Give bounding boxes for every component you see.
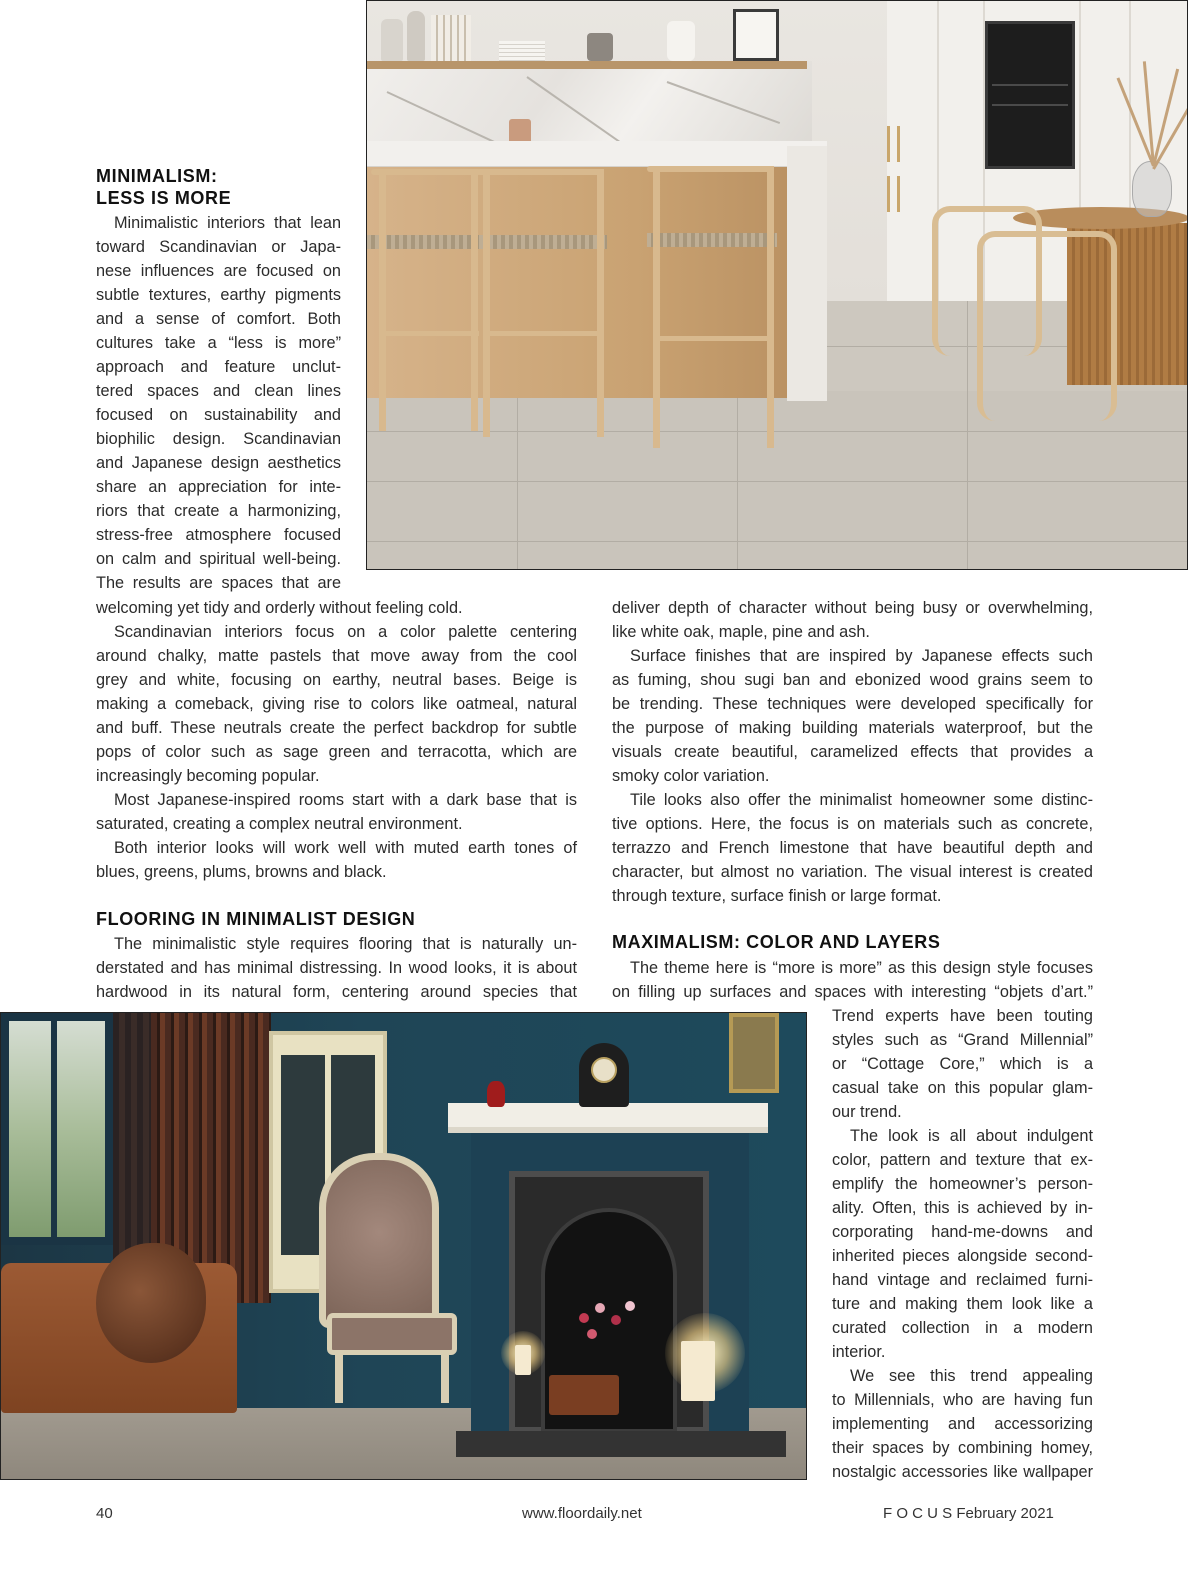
- text-line: their spaces by combining homey,: [832, 1439, 1093, 1457]
- text-line: deliver depth of character without being busy or overwhelming,: [612, 599, 1093, 617]
- armchair-leg: [441, 1353, 449, 1403]
- text-line: approach and feature unclut-: [96, 358, 341, 376]
- stool-rung: [653, 336, 771, 341]
- text-line: Surface finishes that are inspired by Japanese effects such: [630, 647, 1093, 665]
- stool-leg: [379, 169, 386, 431]
- text-line: blues, greens, plums, browns and black.: [96, 863, 387, 881]
- footer-website: www.floordaily.net: [522, 1505, 642, 1522]
- text-line: the purpose of making building materials waterproof, but the: [612, 719, 1093, 737]
- text-line: like white oak, maple, pine and ash.: [612, 623, 870, 641]
- stool-rung: [483, 331, 603, 336]
- text-line: tered spaces and clean lines: [96, 382, 341, 400]
- stool-leg: [597, 169, 604, 437]
- text-line: on calm and spiritual well-being.: [96, 550, 341, 568]
- text-line: corporating hand-me-downs and: [832, 1223, 1093, 1241]
- text-line: visuals create beautiful, caramelized effects that provides a: [612, 743, 1093, 761]
- text-line: stress-free atmosphere focused: [96, 526, 341, 544]
- text-line: casual take on this popular glam-: [832, 1079, 1093, 1097]
- wall-oven: [985, 21, 1075, 169]
- kitchen-photo: [366, 0, 1188, 570]
- cabinet-handle: [897, 176, 900, 212]
- vintage-suitcase: [549, 1375, 619, 1415]
- vase: [381, 19, 403, 61]
- text-line: color, pattern and texture that ex-: [832, 1151, 1093, 1169]
- text-line: The theme here is “more is more” as this design style focuses: [630, 959, 1093, 977]
- text-line: interior.: [832, 1343, 886, 1361]
- tulip: [587, 1329, 597, 1339]
- text-line: through texture, surface finish or large format.: [612, 887, 942, 905]
- tile-line: [367, 481, 1188, 482]
- stool-rung: [379, 331, 479, 336]
- text-line: Tile looks also offer the minimalist homeowner some distinc-: [630, 791, 1093, 809]
- text-line: grey and white, focusing on earthy, neutral bases. Beige is: [96, 671, 577, 689]
- tulip: [579, 1313, 589, 1323]
- fur-throw: [96, 1243, 206, 1363]
- text-line: welcoming yet tidy and orderly without feeling cold.: [96, 599, 463, 617]
- text-line: pops of color such as sage green and terracotta, which are: [96, 743, 577, 761]
- plates: [499, 41, 545, 61]
- text-line: nostalgic accessories like wallpaper: [832, 1463, 1093, 1481]
- stool-leg: [483, 169, 490, 437]
- mantelpiece: [448, 1103, 768, 1133]
- section-heading: FLOORING IN MINIMALIST DESIGN: [96, 909, 416, 929]
- stool-back: [477, 169, 603, 175]
- armchair-leg: [335, 1353, 343, 1403]
- text-line: implementing and accessorizing: [832, 1415, 1093, 1433]
- section-heading: MAXIMALISM: COLOR AND LAYERS: [612, 932, 941, 952]
- text-line: ality. Often, this is achieved by in-: [832, 1199, 1093, 1217]
- text-line: subtle textures, earthy pigments: [96, 286, 341, 304]
- text-line: biophilic design. Scandinavian: [96, 430, 341, 448]
- text-line: around chalky, matte pastels that move away from the cool: [96, 647, 577, 665]
- window-mullion: [51, 1013, 57, 1245]
- wood-island: [367, 146, 815, 398]
- magazine-name: F O C U S: [883, 1505, 953, 1522]
- text-line: and a sense of comfort. Both: [96, 310, 341, 328]
- stool-seat: [647, 233, 777, 247]
- text-line: curated collection in a modern: [832, 1319, 1093, 1337]
- tile-line: [517, 391, 518, 570]
- text-line: riors that create a harmonizing,: [96, 502, 341, 520]
- red-goblet: [487, 1081, 505, 1107]
- issue-date: February 2021: [956, 1505, 1054, 1522]
- text-line: smoky color variation.: [612, 767, 770, 785]
- text-line: We see this trend appealing: [850, 1367, 1093, 1385]
- text-line: tive options. Here, the focus is on materials such as concrete,: [612, 815, 1093, 833]
- tulip: [625, 1301, 635, 1311]
- section-heading: MINIMALISM:: [96, 166, 218, 186]
- tile-line: [367, 431, 1188, 432]
- framed-art: [733, 9, 779, 61]
- text-line: inherited pieces alongside second-: [832, 1247, 1093, 1265]
- stool-seat: [481, 235, 607, 249]
- footer-magazine: [883, 1504, 1054, 1524]
- text-line: terrazzo and French limestone that have beautiful depth and: [612, 839, 1093, 857]
- text-line: hand vintage and reclaimed furni-: [832, 1271, 1093, 1289]
- text-line: The minimalistic style requires flooring that is naturally un-: [114, 935, 577, 953]
- text-line: cultures take a “less is more”: [96, 334, 341, 352]
- text-line: Both interior looks will work well with muted earth tones of: [114, 839, 577, 857]
- text-line: toward Scandinavian or Japa-: [96, 238, 341, 256]
- vase: [407, 11, 425, 61]
- stool-leg: [767, 166, 774, 448]
- section-heading: LESS IS MORE: [96, 188, 232, 208]
- tulip: [611, 1315, 621, 1325]
- text-line: on filling up surfaces and spaces with interesting “objets d’art.”: [612, 983, 1093, 1001]
- books: [431, 15, 471, 61]
- text-line: Minimalistic interiors that lean: [114, 214, 341, 232]
- text-line: derstated and has minimal distressing. In wood looks, it is about: [96, 959, 577, 977]
- text-line: be trending. These techniques were developed specifically for: [612, 695, 1093, 713]
- text-line: emplify the homeowner’s person-: [832, 1175, 1093, 1193]
- window: [1, 1013, 113, 1245]
- bottle: [667, 21, 695, 61]
- clock-face: [591, 1057, 617, 1083]
- text-line: making a comeback, giving rise to colors like oatmeal, natural: [96, 695, 577, 713]
- armchair-seat: [327, 1313, 457, 1355]
- text-line: hardwood in its natural form, centering around species that: [96, 983, 577, 1001]
- cabinet-handle: [897, 126, 900, 162]
- wood-shelf: [367, 61, 807, 69]
- stool-back: [647, 166, 773, 172]
- text-line: our trend.: [832, 1103, 902, 1121]
- text-line: character, but almost no variation. The visual interest is created: [612, 863, 1093, 881]
- text-line: styles such as “Grand Millennial”: [832, 1031, 1093, 1049]
- text-line: and buff. These neutrals create the perfect backdrop for subtle: [96, 719, 577, 737]
- countertop-side: [787, 146, 827, 401]
- living-room-photo: [0, 1012, 807, 1480]
- tile-line: [367, 541, 1188, 542]
- text-line: as fuming, shou sugi ban and ebonized wood grains seem to: [612, 671, 1093, 689]
- text-line: Scandinavian interiors focus on a color palette centering: [114, 623, 577, 641]
- text-line: focused on sustainability and: [96, 406, 341, 424]
- text-line: or “Cottage Core,” which is a: [832, 1055, 1093, 1073]
- stool-leg: [653, 166, 660, 448]
- stool-back: [371, 169, 481, 175]
- candle: [681, 1341, 715, 1401]
- dining-chair: [977, 231, 1117, 421]
- text-line: ture and making them look like a: [832, 1295, 1093, 1313]
- candle: [515, 1345, 531, 1375]
- text-line: and Japanese design aesthetics: [96, 454, 341, 472]
- tulip: [595, 1303, 605, 1313]
- text-line: saturated, creating a complex neutral environment.: [96, 815, 463, 833]
- armchair-back: [319, 1153, 439, 1328]
- hearth: [456, 1431, 786, 1457]
- glass-vase: [1132, 161, 1172, 217]
- text-line: The results are spaces that are: [96, 574, 341, 592]
- text-line: to Millennials, who are having fun: [832, 1391, 1093, 1409]
- text-line: nese influences are focused on: [96, 262, 341, 280]
- cabinet-handle: [887, 176, 890, 212]
- marble-countertop: [367, 141, 827, 167]
- text-line: share an appreciation for inte-: [96, 478, 341, 496]
- text-line: Trend experts have been touting: [832, 1007, 1093, 1025]
- pot: [587, 33, 613, 61]
- tile-line: [737, 391, 738, 570]
- text-line: increasingly becoming popular.: [96, 767, 320, 785]
- cabinet-handle: [887, 126, 890, 162]
- stool-leg: [471, 169, 478, 431]
- text-line: The look is all about indulgent: [850, 1127, 1093, 1145]
- page-number: 40: [96, 1505, 113, 1522]
- framed-painting: [729, 1013, 779, 1093]
- text-line: Most Japanese-inspired rooms start with a dark base that is: [114, 791, 577, 809]
